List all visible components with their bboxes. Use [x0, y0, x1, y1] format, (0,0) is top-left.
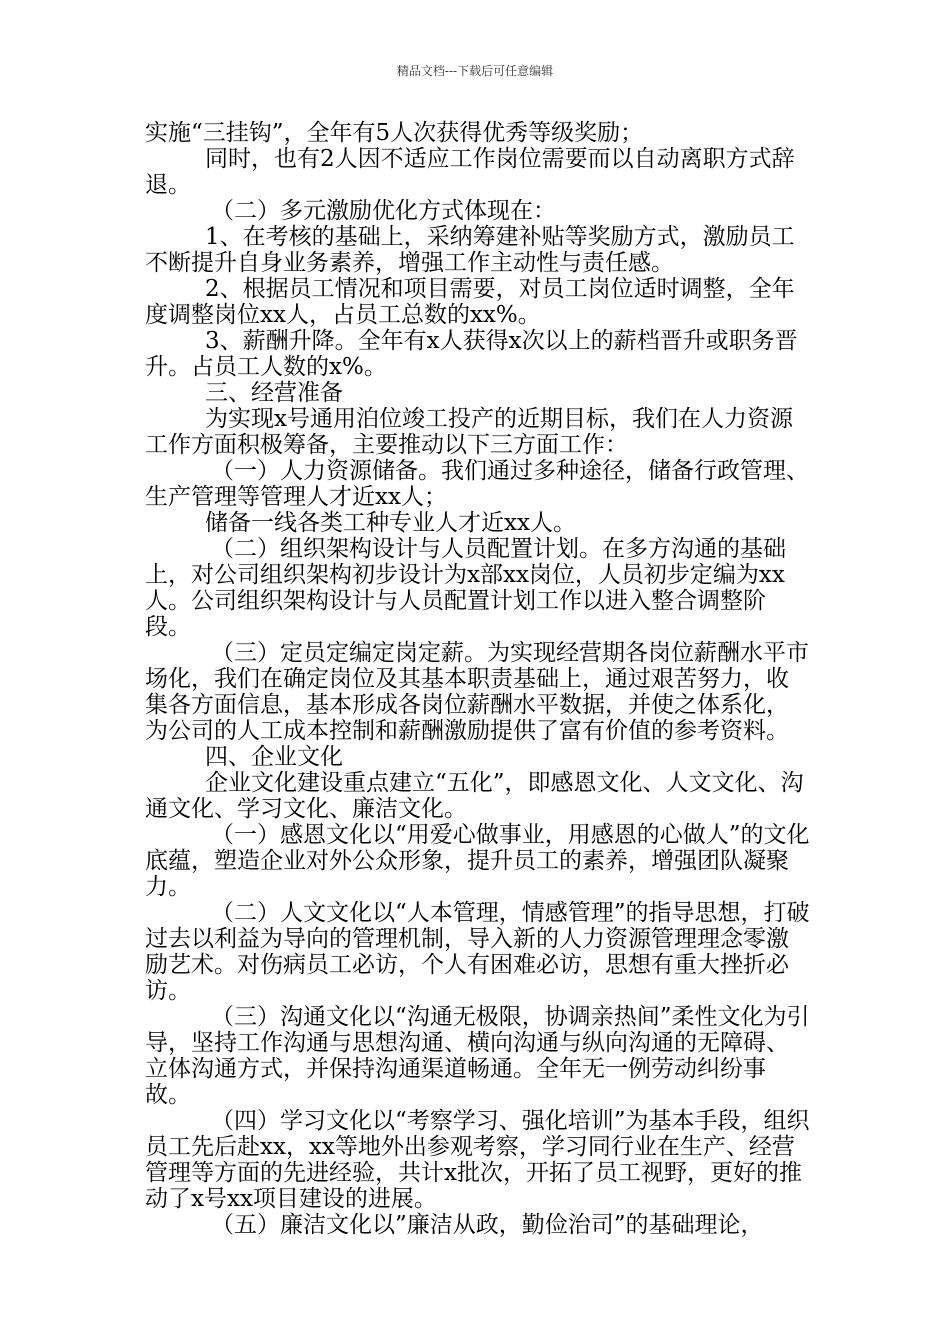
- paragraph: 储备一线各类工种专业人才近xx人。: [205, 510, 576, 536]
- paragraph: 同时，也有2人因不适应工作岗位需要而以自动离职方式辞退。: [145, 146, 795, 198]
- paragraph: 3、薪酬升降。全年有x人获得x次以上的薪档晋升或职务晋升。占员工人数的x%。: [145, 328, 798, 380]
- paragraph: 2、根据员工情况和项目需要，对员工岗位适时调整，全年度调整岗位xx人，占员工总数的xx%。: [145, 276, 795, 328]
- paragraph: （四）学习文化以“考察学习、强化培训”为基本手段，组织员工先后赴xx，xx等地外出参观考察，学习同行业在生产、经营管理等方面的先进经验，共计x批次，开拓了员工视野，更好的推动了x号xx项目建设的进展。: [145, 1108, 810, 1212]
- paragraph: （一）人力资源储备。我们通过多种途径，储备行政管理、生产管理等管理人才近xx人；: [145, 458, 809, 510]
- page-header: 精品文档---下载后可任意编辑: [396, 64, 554, 78]
- paragraph: （二）人文文化以“人本管理，情感管理”的指导思想，打破过去以利益为导向的管理机制，导入新的人力资源管理理念零激励艺术。对伤病员工必访，个人有困难必访，思想有重大挫折必访。: [145, 900, 810, 1004]
- document-body: [145, 120, 810, 1238]
- paragraph: 四、企业文化: [205, 744, 343, 770]
- paragraph: （一）感恩文化以“用爱心做事业，用感恩的心做人”的文化底蕴，塑造企业对外公众形象，提升员工的素养，增强团队凝聚力。: [145, 822, 810, 900]
- paragraph: 1、在考核的基础上，采纳筹建补贴等奖励方式，激励员工不断提升自身业务素养，增强工作主动性与责任感。: [145, 224, 795, 276]
- paragraph: （二）多元激励优化方式体现在：: [211, 198, 556, 224]
- paragraph: 为实现x号通用泊位竣工投产的近期目标，我们在人力资源工作方面积极筹备，主要推动以下三方面工作：: [145, 406, 793, 458]
- paragraph: （三）沟通文化以“沟通无极限，协调亲热间”柔性文化为引导，坚持工作沟通与思想沟通、横向沟通与纵向沟通的无障碍、立体沟通方式，并保持沟通渠道畅通。全年无一例劳动纠纷事故。: [145, 1004, 810, 1108]
- paragraph: （三）定员定编定岗定薪。为实现经营期各岗位薪酬水平市场化，我们在确定岗位及其基本职责基础上，通过艰苦努力，收集各方面信息，基本形成各岗位薪酬水平数据，并使之体系化，为公司的人工成本控制和薪酬激励提供了富有价值的参考资料。: [145, 640, 809, 744]
- paragraph: 实施“三挂钩”，全年有5人次获得优秀等级奖励；: [145, 120, 644, 146]
- paragraph: （二）组织架构设计与人员配置计划。在多方沟通的基础上，对公司组织架构初步设计为x部xx岗位，人员初步定编为xx人。公司组织架构设计与人员配置计划工作以进入整合调整阶段。: [145, 536, 786, 640]
- paragraph: （五）廉洁文化以”廉洁从政，勤俭治司”的基础理论，: [211, 1212, 764, 1238]
- paragraph: 三、经营准备: [205, 380, 343, 406]
- paragraph: 企业文化建设重点建立“五化”，即感恩文化、人文文化、沟通文化、学习文化、廉洁文化。: [145, 770, 804, 822]
